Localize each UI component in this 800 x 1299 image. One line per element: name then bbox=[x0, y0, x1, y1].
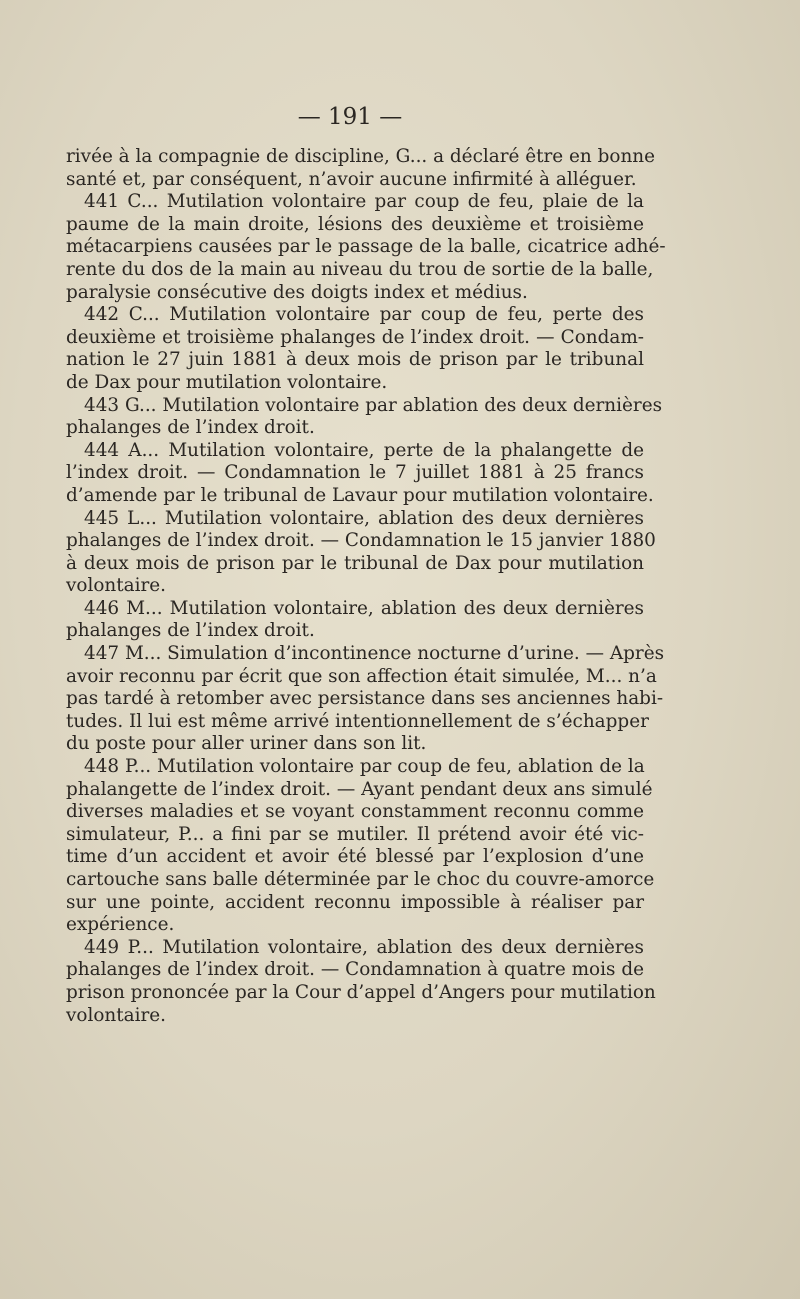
text-line: sur une pointe, accident reconnu impossible à réaliser par bbox=[66, 891, 644, 913]
text-line: phalanges de l’index droit. bbox=[66, 417, 315, 439]
text-line: avoir reconnu par écrit que son affection était simulée, M... n’a bbox=[66, 665, 657, 687]
text-line: métacarpiens causées par le passage de la balle, cicatrice adhé- bbox=[66, 236, 666, 258]
text-line: rivée à la compagnie de discipline, G... a déclaré être en bonne bbox=[66, 146, 656, 167]
page-number: — 191 — bbox=[297, 104, 403, 130]
text-line: time d’un accident et avoir été blessé par l’explosion d’une bbox=[66, 846, 644, 868]
text-line: 449 P... Mutilation volontaire, ablation des deux dernières bbox=[84, 936, 644, 958]
text-line: l’index droit. — Condamnation le 7 juillet 1881 à 25 francs bbox=[66, 462, 644, 484]
text-line: 441 C... Mutilation volontaire par coup de feu, plaie de la bbox=[84, 191, 644, 213]
text-line: 446 M... Mutilation volontaire, ablation des deux dernières bbox=[84, 597, 644, 619]
text-line: nation le 27 juin 1881 à deux mois de prison par le tribunal bbox=[66, 349, 644, 371]
text-line: phalanges de l’index droit. — Condamnation le 15 janvier 1880 bbox=[66, 530, 656, 552]
text-line: paume de la main droite, lésions des deuxième et troisième bbox=[66, 213, 644, 235]
text-line: 443 G... Mutilation volontaire par ablation des deux dernières bbox=[84, 394, 663, 416]
text-line: cartouche sans balle déterminée par le choc du couvre-amorce bbox=[66, 869, 655, 890]
text-line: à deux mois de prison par le tribunal de Dax pour mutilation bbox=[66, 552, 644, 574]
text-line: paralysie consécutive des doigts index et médius. bbox=[66, 281, 528, 303]
text-line: 447 M... Simulation d’incontinence nocturne d’urine. — Après bbox=[84, 643, 665, 665]
text-line: tudes. Il lui est même arrivé intentionnellement de s’échapper bbox=[66, 710, 649, 732]
text-line: 445 L... Mutilation volontaire, ablation des deux dernières bbox=[84, 507, 644, 529]
text-line: volontaire. bbox=[66, 575, 167, 597]
text-line: pas tardé à retomber avec persistance dans ses anciennes habi- bbox=[66, 688, 664, 710]
text-line: volontaire. bbox=[66, 1004, 167, 1026]
text-line: prison prononcée par la Cour d’appel d’Angers pour mutilation bbox=[66, 981, 656, 1003]
text-line: du poste pour aller uriner dans son lit. bbox=[66, 733, 427, 755]
text-line: 442 C... Mutilation volontaire par coup de feu, perte des bbox=[84, 304, 644, 326]
text-line: de Dax pour mutilation volontaire. bbox=[66, 371, 388, 393]
text-line: 448 P... Mutilation volontaire par coup de feu, ablation de la bbox=[84, 756, 645, 778]
text-line: expérience. bbox=[66, 914, 175, 936]
text-line: 444 A... Mutilation volontaire, perte de la phalangette de bbox=[84, 439, 644, 461]
text-line: d’amende par le tribunal de Lavaur pour mutilation volontaire. bbox=[66, 484, 654, 506]
text-line: deuxième et troisième phalanges de l’index droit. — Condam- bbox=[66, 326, 644, 348]
text-line: simulateur, P... a fini par se mutiler. Il prétend avoir été vic- bbox=[66, 823, 644, 845]
text-line: rente du dos de la main au niveau du trou de sortie de la balle, bbox=[66, 258, 654, 280]
text-line: phalanges de l’index droit. — Condamnation à quatre mois de bbox=[66, 959, 644, 981]
text-line: phalangette de l’index droit. — Ayant pendant deux ans simulé bbox=[66, 778, 653, 800]
text-line: santé et, par conséquent, n’avoir aucune infirmité à alléguer. bbox=[66, 168, 637, 190]
body-text bbox=[66, 146, 666, 1027]
text-line: diverses maladies et se voyant constamment reconnu comme bbox=[66, 801, 644, 823]
text-line: phalanges de l’index droit. bbox=[66, 620, 315, 642]
